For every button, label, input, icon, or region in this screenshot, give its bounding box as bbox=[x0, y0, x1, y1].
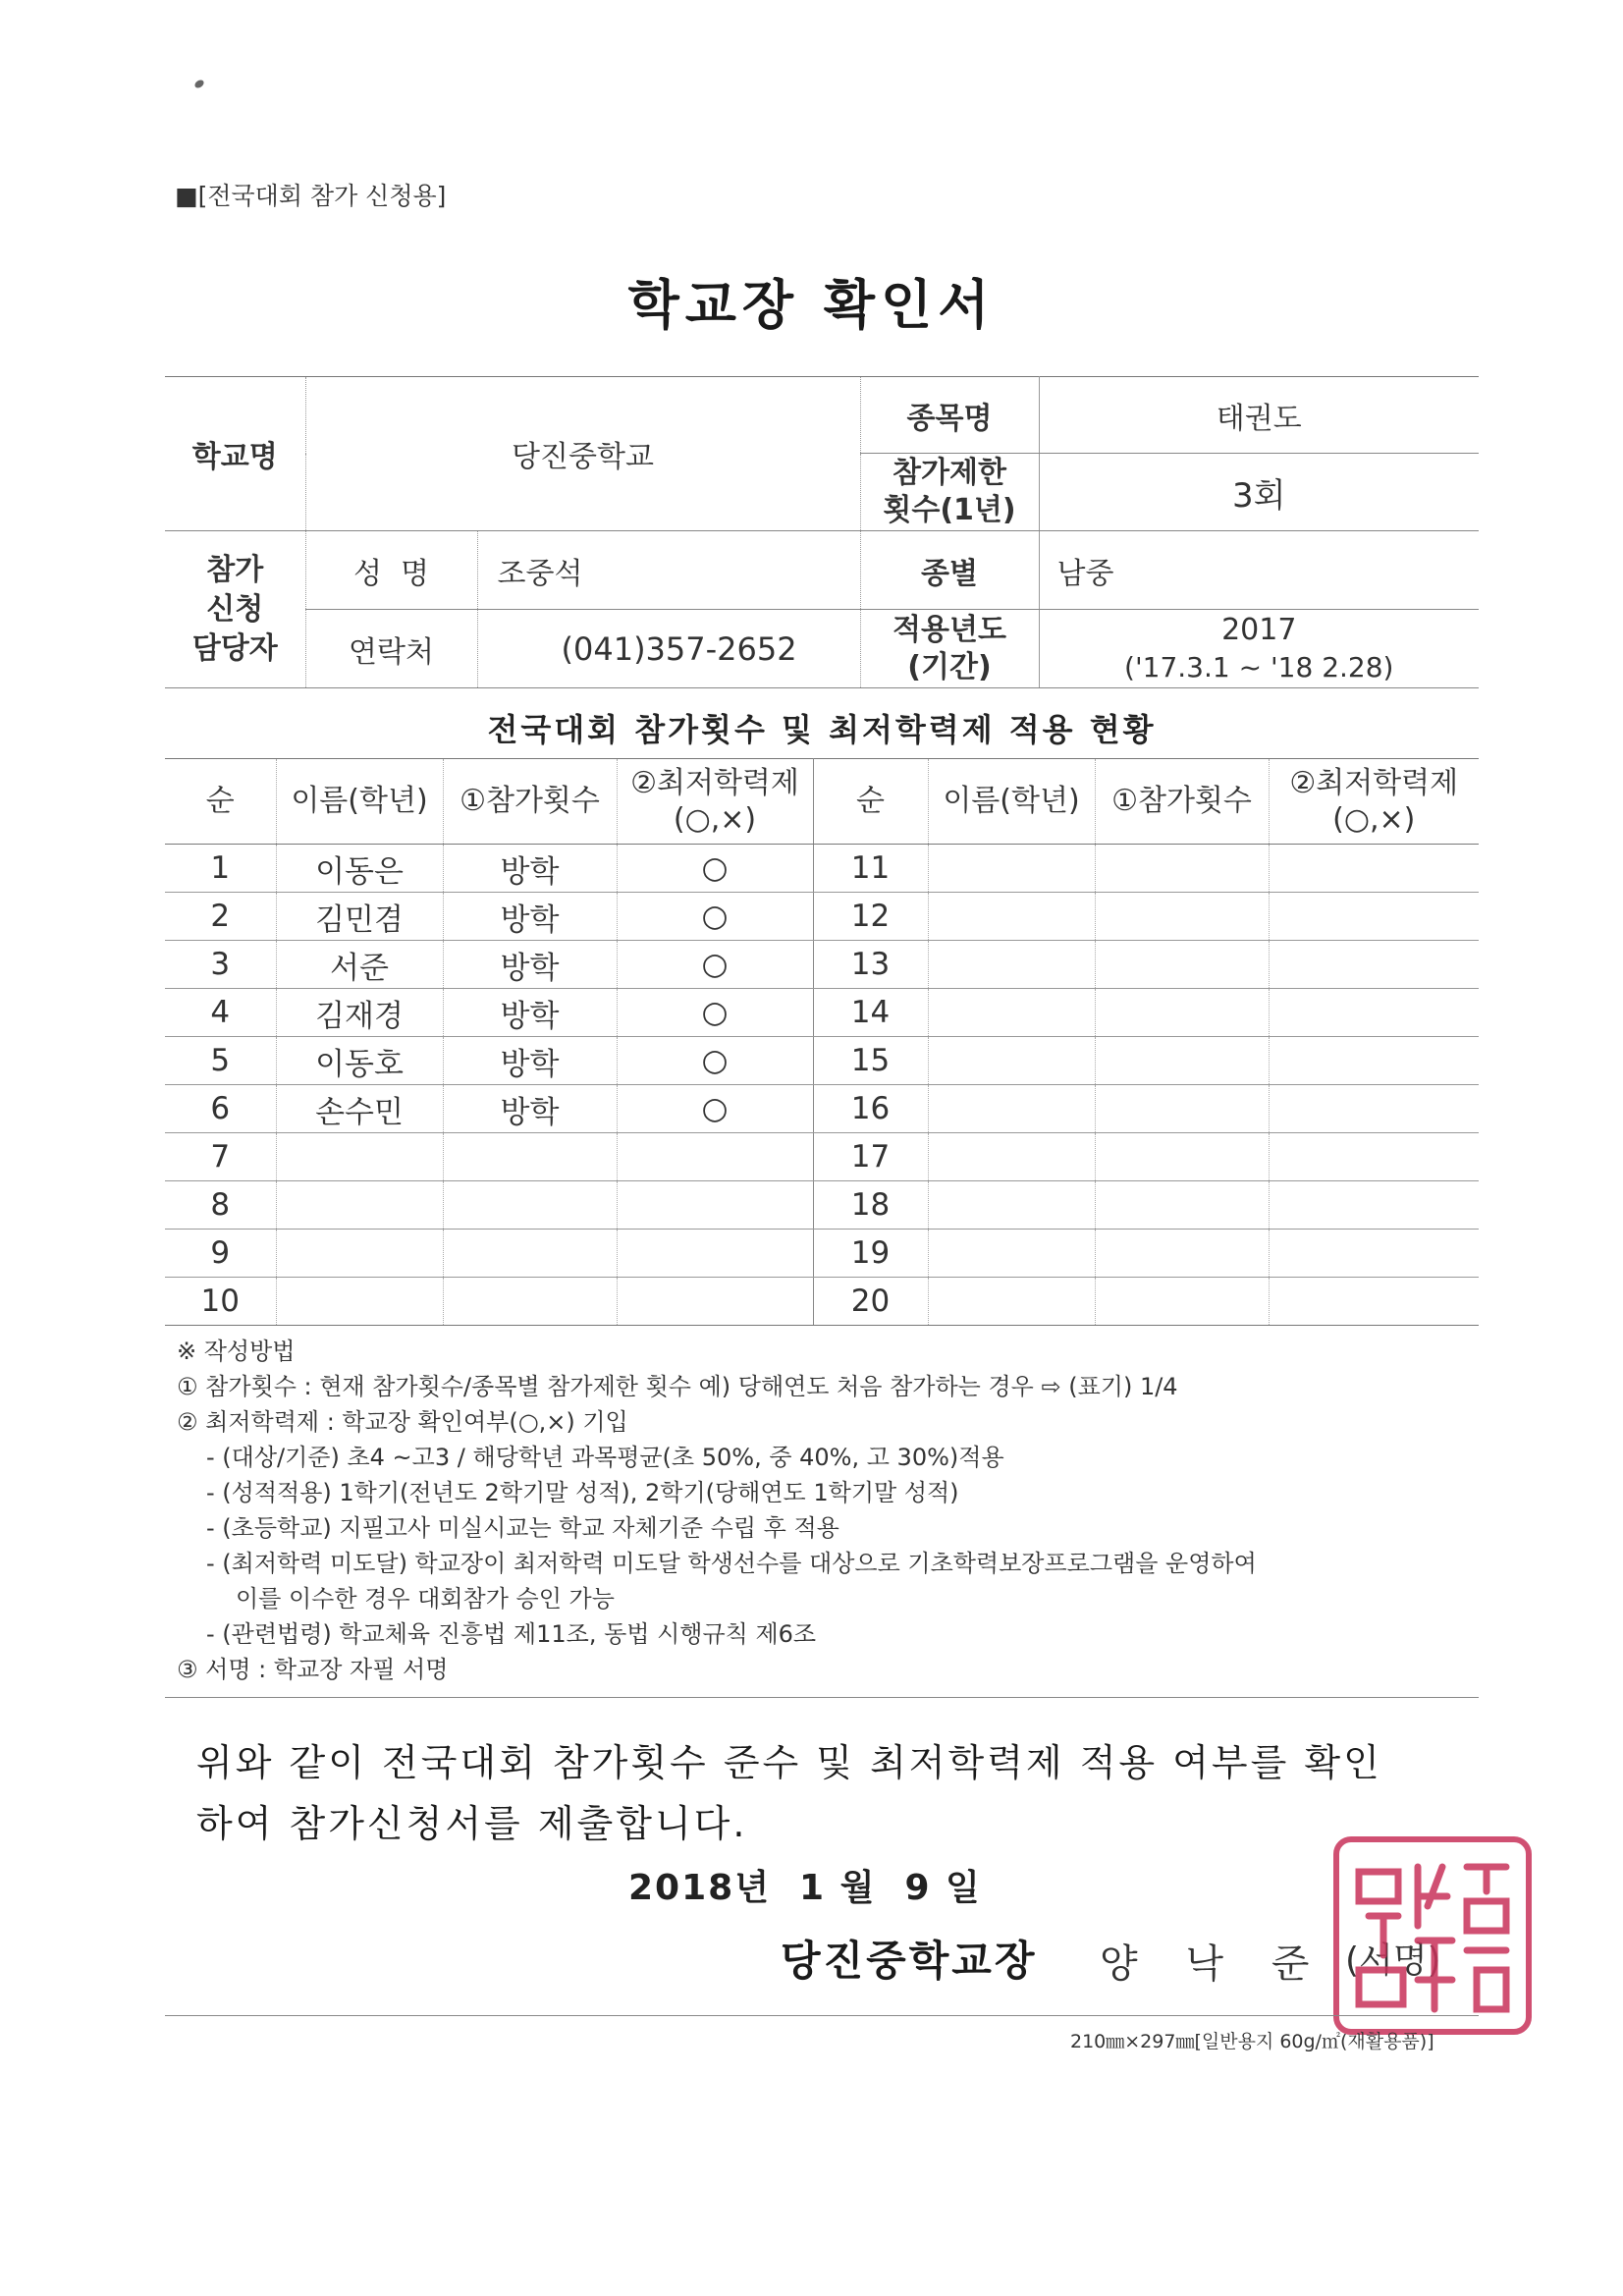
instruction-subitem-continued: 이를 이수한 경우 대회참가 승인 가능 bbox=[236, 1585, 615, 1613]
row-count bbox=[443, 1278, 617, 1326]
table-row bbox=[165, 941, 1479, 989]
row-seq: 18 bbox=[813, 1181, 928, 1230]
row-count bbox=[1095, 1037, 1269, 1085]
row-minimum: ○ bbox=[617, 1085, 813, 1133]
row-seq: 6 bbox=[165, 1085, 276, 1133]
table-row bbox=[165, 845, 1479, 893]
row-seq: 11 bbox=[813, 845, 928, 893]
row-count bbox=[443, 1133, 617, 1181]
row-minimum bbox=[617, 1230, 813, 1278]
manager-label bbox=[165, 531, 305, 688]
row-minimum bbox=[1269, 845, 1479, 893]
manager-label-line2: 신청 bbox=[206, 591, 264, 627]
row-name: 서준 bbox=[276, 941, 443, 989]
school-label: 학교명 bbox=[165, 377, 305, 531]
row-count bbox=[1095, 1278, 1269, 1326]
row-minimum bbox=[1269, 893, 1479, 941]
row-minimum bbox=[1269, 1133, 1479, 1181]
instruction-subitem: - (성적적용) 1학기(전년도 2학기말 성적), 2학기(당해연도 1학기말 성적) bbox=[206, 1479, 959, 1506]
gender-label: 종별 bbox=[860, 531, 1039, 610]
row-name bbox=[928, 1085, 1095, 1133]
instruction-item: ① 참가횟수 : 현재 참가횟수/종목별 참가제한 횟수 예) 당해연도 처음 참가하는 경우 ⇨ (표기) 1/4 bbox=[177, 1373, 1178, 1400]
row-name bbox=[276, 1181, 443, 1230]
table-row bbox=[165, 1133, 1479, 1181]
row-minimum: ○ bbox=[617, 893, 813, 941]
principal-title: 당진중학교장 bbox=[781, 1937, 1038, 1985]
row-seq: 2 bbox=[165, 893, 276, 941]
header-name-right: 이름(학년) bbox=[928, 759, 1095, 845]
instructions-divider bbox=[165, 1697, 1479, 1698]
event-value: 태권도 bbox=[1039, 377, 1479, 454]
table-row bbox=[165, 1278, 1479, 1326]
row-count: 방학 bbox=[443, 893, 617, 941]
row-seq: 1 bbox=[165, 845, 276, 893]
row-count bbox=[443, 1230, 617, 1278]
row-count: 방학 bbox=[443, 989, 617, 1037]
row-minimum: ○ bbox=[617, 845, 813, 893]
row-count bbox=[1095, 1230, 1269, 1278]
table-row bbox=[165, 1037, 1479, 1085]
contact-value: (041)357-2652 bbox=[477, 610, 860, 688]
paper-spec-footer: 210㎜×297㎜[일반용지 60g/㎡(재활용품)] bbox=[1070, 2031, 1434, 2052]
info-table bbox=[165, 376, 1479, 688]
row-seq: 10 bbox=[165, 1278, 276, 1326]
row-minimum: ○ bbox=[617, 989, 813, 1037]
year-label-line1: 적용년도 bbox=[893, 612, 1006, 647]
header-count: ①참가횟수 bbox=[443, 759, 617, 845]
table-row bbox=[165, 1181, 1479, 1230]
row-minimum bbox=[617, 1133, 813, 1181]
header-count-right: ①참가횟수 bbox=[1095, 759, 1269, 845]
year-label-line2: (기간) bbox=[907, 649, 992, 684]
instruction-item: ② 최저학력제 : 학교장 확인여부(○,×) 기입 bbox=[177, 1408, 628, 1436]
row-count bbox=[1095, 845, 1269, 893]
instructions bbox=[177, 1334, 1492, 1687]
row-seq: 20 bbox=[813, 1278, 928, 1326]
row-seq: 17 bbox=[813, 1133, 928, 1181]
row-count: 방학 bbox=[443, 941, 617, 989]
limit-label-line2: 횟수(1년) bbox=[883, 493, 1016, 527]
declaration bbox=[196, 1732, 1382, 1854]
school-value: 당진중학교 bbox=[305, 377, 860, 531]
instruction-subitem: - (대상/기준) 초4 ~고3 / 해당학년 과목평균(초 50%, 중 40%, 고 30%)적용 bbox=[206, 1444, 1004, 1471]
submission-date: 2018년 1 월 9 일 bbox=[628, 1868, 982, 1908]
row-minimum bbox=[617, 1181, 813, 1230]
row-seq: 15 bbox=[813, 1037, 928, 1085]
row-minimum bbox=[1269, 1278, 1479, 1326]
row-name: 김민겸 bbox=[276, 893, 443, 941]
limit-value: 3회 bbox=[1039, 454, 1479, 531]
row-name bbox=[928, 845, 1095, 893]
scan-speck bbox=[193, 79, 205, 89]
manager-label-line1: 참가 bbox=[206, 552, 264, 587]
row-name: 이동호 bbox=[276, 1037, 443, 1085]
form-type-tag: ■[전국대회 참가 신청용] bbox=[175, 182, 447, 210]
year-value-period: ('17.3.1 ~ '18 2.28) bbox=[1124, 650, 1394, 683]
table-header-row bbox=[165, 759, 1479, 845]
section-title: 전국대회 참가횟수 및 최저학력제 적용 현황 bbox=[487, 711, 1157, 748]
row-minimum bbox=[617, 1278, 813, 1326]
contact-label: 연락처 bbox=[305, 610, 477, 688]
document-title: 학교장 확인서 bbox=[627, 274, 996, 336]
year-label bbox=[860, 610, 1039, 688]
event-label: 종목명 bbox=[860, 377, 1039, 454]
header-minimum-line1: ②최저학력제 bbox=[630, 765, 799, 800]
participation-table bbox=[165, 758, 1479, 1326]
row-seq: 14 bbox=[813, 989, 928, 1037]
row-minimum bbox=[1269, 1037, 1479, 1085]
row-name bbox=[928, 893, 1095, 941]
limit-label-line1: 참가제한 bbox=[893, 456, 1006, 490]
table-row bbox=[165, 1085, 1479, 1133]
row-name: 손수민 bbox=[276, 1085, 443, 1133]
row-count: 방학 bbox=[443, 845, 617, 893]
row-count: 방학 bbox=[443, 1037, 617, 1085]
declaration-line1: 위와 같이 전국대회 참가횟수 준수 및 최저학력제 적용 여부를 확인 bbox=[196, 1741, 1382, 1784]
row-seq: 8 bbox=[165, 1181, 276, 1230]
row-name bbox=[928, 941, 1095, 989]
row-seq: 4 bbox=[165, 989, 276, 1037]
row-name bbox=[276, 1230, 443, 1278]
footer-divider bbox=[165, 2015, 1479, 2016]
row-name bbox=[928, 1278, 1095, 1326]
row-count bbox=[1095, 941, 1269, 989]
header-name: 이름(학년) bbox=[276, 759, 443, 845]
header-minimum-right-line1: ②최저학력제 bbox=[1289, 765, 1459, 800]
row-minimum bbox=[1269, 989, 1479, 1037]
row-name bbox=[928, 1133, 1095, 1181]
year-value-year: 2017 bbox=[1221, 612, 1297, 647]
official-seal-stamp bbox=[1333, 1836, 1532, 2035]
table-row bbox=[165, 989, 1479, 1037]
seal-graphic bbox=[1339, 1842, 1526, 2029]
row-name bbox=[928, 1037, 1095, 1085]
instruction-subitem: - (최저학력 미도달) 학교장이 최저학력 미도달 학생선수를 대상으로 기초학력보장프로그램을 운영하여 bbox=[206, 1550, 1257, 1577]
row-name bbox=[928, 1181, 1095, 1230]
declaration-line2: 하여 참가신청서를 제출합니다. bbox=[196, 1802, 748, 1845]
row-minimum bbox=[1269, 1230, 1479, 1278]
row-seq: 13 bbox=[813, 941, 928, 989]
row-seq: 5 bbox=[165, 1037, 276, 1085]
row-name bbox=[928, 1230, 1095, 1278]
row-seq: 12 bbox=[813, 893, 928, 941]
row-count bbox=[1095, 1133, 1269, 1181]
row-name: 김재경 bbox=[276, 989, 443, 1037]
row-count bbox=[1095, 1181, 1269, 1230]
row-name: 이동은 bbox=[276, 845, 443, 893]
header-seq: 순 bbox=[165, 759, 276, 845]
row-seq: 3 bbox=[165, 941, 276, 989]
row-minimum bbox=[1269, 941, 1479, 989]
row-minimum: ○ bbox=[617, 1037, 813, 1085]
row-seq: 16 bbox=[813, 1085, 928, 1133]
manager-label-line3: 담당자 bbox=[191, 630, 278, 666]
row-seq: 7 bbox=[165, 1133, 276, 1181]
header-minimum bbox=[617, 759, 813, 845]
row-count bbox=[1095, 989, 1269, 1037]
row-name bbox=[276, 1133, 443, 1181]
instruction-item: ③ 서명 : 학교장 자필 서명 bbox=[177, 1656, 449, 1683]
row-count: 방학 bbox=[443, 1085, 617, 1133]
row-name bbox=[276, 1278, 443, 1326]
header-minimum-right bbox=[1269, 759, 1479, 845]
header-minimum-line2: (○,×) bbox=[673, 802, 757, 837]
instruction-heading: ※ 작성방법 bbox=[177, 1338, 296, 1365]
header-minimum-right-line2: (○,×) bbox=[1332, 802, 1416, 837]
row-seq: 19 bbox=[813, 1230, 928, 1278]
row-minimum bbox=[1269, 1181, 1479, 1230]
instruction-subitem: - (초등학교) 지필고사 미실시교는 학교 자체기준 수립 후 적용 bbox=[206, 1514, 839, 1542]
row-count bbox=[1095, 893, 1269, 941]
header-seq-right: 순 bbox=[813, 759, 928, 845]
principal-name: 양 낙 준 bbox=[1100, 1941, 1327, 1987]
name-value: 조중석 bbox=[477, 531, 860, 610]
row-seq: 9 bbox=[165, 1230, 276, 1278]
instruction-subitem: - (관련법령) 학교체육 진흥법 제11조, 동법 시행규칙 제6조 bbox=[206, 1620, 817, 1648]
row-count bbox=[1095, 1085, 1269, 1133]
table-row bbox=[165, 893, 1479, 941]
row-minimum bbox=[1269, 1085, 1479, 1133]
name-label: 성 명 bbox=[305, 531, 477, 610]
gender-value: 남중 bbox=[1039, 531, 1479, 610]
row-count bbox=[443, 1181, 617, 1230]
row-name bbox=[928, 989, 1095, 1037]
table-row bbox=[165, 1230, 1479, 1278]
year-value bbox=[1039, 610, 1479, 688]
signature-label: (서명) bbox=[1345, 1941, 1441, 1981]
limit-label bbox=[860, 454, 1039, 531]
row-minimum: ○ bbox=[617, 941, 813, 989]
